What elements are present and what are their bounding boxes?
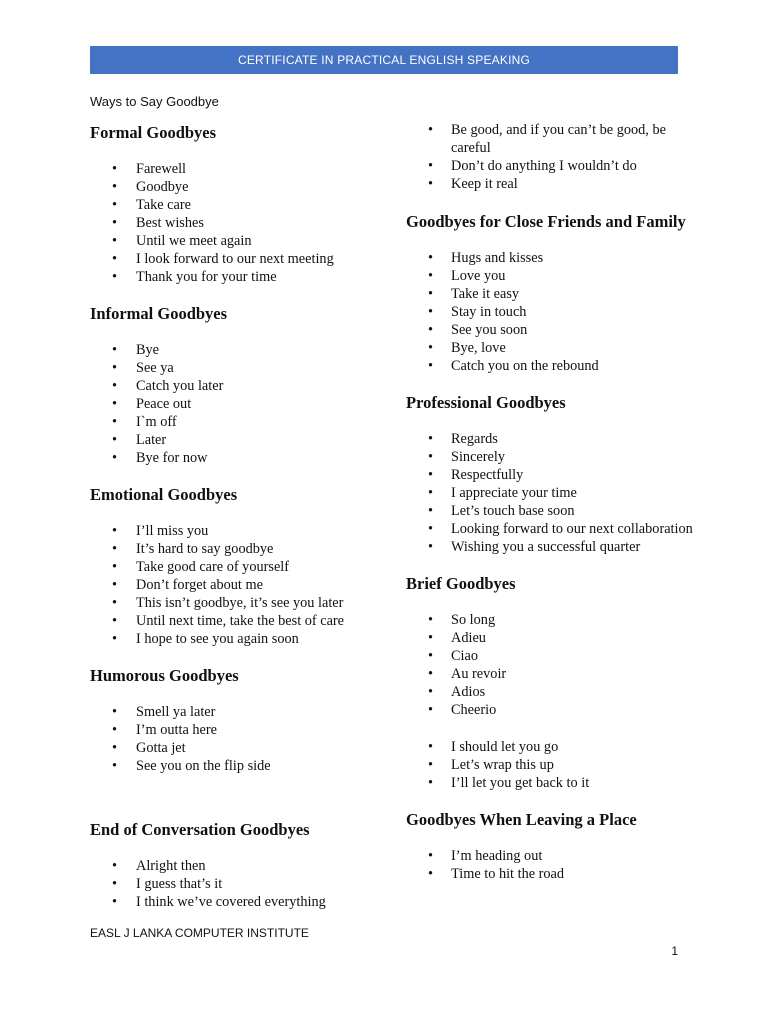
list-item: • Sincerely	[406, 448, 696, 466]
list-item: • Cheerio	[406, 701, 696, 719]
section-leaving-a-place-goodbyes	[406, 810, 696, 883]
header-banner: CERTIFICATE IN PRACTICAL ENGLISH SPEAKING	[90, 46, 678, 74]
list-item: • Take care	[90, 196, 380, 214]
goodbye-list	[90, 522, 380, 648]
list-item: • I hope to see you again soon	[90, 630, 380, 648]
list-item: • Take it easy	[406, 285, 696, 303]
list-item: • Don’t forget about me	[90, 576, 380, 594]
list-item: • Hugs and kisses	[406, 249, 696, 267]
section-title: Professional Goodbyes	[406, 393, 566, 412]
list-item: • Bye	[90, 341, 380, 359]
goodbye-list	[90, 857, 380, 911]
list-item: • It’s hard to say goodbye	[90, 540, 380, 558]
section-professional-goodbyes	[406, 393, 696, 556]
list-item: • Until we meet again	[90, 232, 380, 250]
list-item: • I’m outta here	[90, 721, 380, 739]
list-item: • Don’t do anything I wouldn’t do	[406, 157, 696, 175]
right-column	[406, 121, 696, 883]
list-item: • Ciao	[406, 647, 696, 665]
list-item: • I think we’ve covered everything	[90, 893, 380, 911]
list-item: • I`m off	[90, 413, 380, 431]
list-item: • Alright then	[90, 857, 380, 875]
goodbye-list	[90, 703, 380, 775]
goodbye-list-continued	[406, 121, 696, 193]
list-item: • Regards	[406, 430, 696, 448]
list-item: • I should let you go	[406, 738, 696, 756]
list-item: • See ya	[90, 359, 380, 377]
goodbye-list	[406, 249, 696, 375]
list-item: • See you soon	[406, 321, 696, 339]
list-item: • Wishing you a successful quarter	[406, 538, 696, 556]
list-item: • Bye, love	[406, 339, 696, 357]
goodbye-list	[90, 341, 380, 467]
list-item: • Smell ya later	[90, 703, 380, 721]
list-item: • Be good, and if you can’t be good, be careful	[406, 121, 696, 157]
list-item: • Keep it real	[406, 175, 696, 193]
section-title: Formal Goodbyes	[90, 123, 217, 142]
section-informal-goodbyes	[90, 304, 380, 467]
list-item: • So long	[406, 611, 696, 629]
section-title: Humorous Goodbyes	[90, 666, 239, 685]
page-subtitle: Ways to Say Goodbye	[90, 94, 219, 109]
list-item: • Later	[90, 431, 380, 449]
list-item: • Take good care of yourself	[90, 558, 380, 576]
list-item: • Let’s wrap this up	[406, 756, 696, 774]
section-close-friends-family-goodbyes	[406, 212, 696, 375]
list-item: • Bye for now	[90, 449, 380, 467]
list-item: • Goodbye	[90, 178, 380, 196]
list-item: • Catch you on the rebound	[406, 357, 696, 375]
section-title: Brief Goodbyes	[406, 574, 516, 593]
goodbye-list	[406, 430, 696, 556]
list-item: • I’m heading out	[406, 847, 696, 865]
list-item: • I’ll let you get back to it	[406, 774, 696, 792]
list-item: • Catch you later	[90, 377, 380, 395]
list-item: • Farewell	[90, 160, 380, 178]
list-item: • This isn’t goodbye, it’s see you later	[90, 594, 380, 612]
left-column	[90, 123, 380, 911]
goodbye-list-extra	[406, 738, 696, 792]
list-item: • Let’s touch base soon	[406, 502, 696, 520]
section-formal-goodbyes	[90, 123, 380, 286]
list-item: • Thank you for your time	[90, 268, 380, 286]
list-item: • Best wishes	[90, 214, 380, 232]
section-emotional-goodbyes	[90, 485, 380, 648]
section-title: End of Conversation Goodbyes	[90, 820, 310, 839]
list-item: • Adieu	[406, 629, 696, 647]
goodbye-list	[90, 160, 380, 286]
list-item: • Peace out	[90, 395, 380, 413]
section-humorous-goodbyes	[90, 666, 380, 775]
list-item: • Stay in touch	[406, 303, 696, 321]
list-item: • I look forward to our next meeting	[90, 250, 380, 268]
goodbye-list	[406, 847, 696, 883]
section-end-of-conversation-goodbyes	[90, 820, 380, 911]
list-item: • Au revoir	[406, 665, 696, 683]
section-title: Goodbyes for Close Friends and Family	[406, 212, 686, 231]
list-item: • I appreciate your time	[406, 484, 696, 502]
list-item: • I’ll miss you	[90, 522, 380, 540]
list-item: • I guess that’s it	[90, 875, 380, 893]
list-item: • Gotta jet	[90, 739, 380, 757]
page-number: 1	[671, 944, 678, 958]
section-title: Emotional Goodbyes	[90, 485, 238, 504]
list-item: • Time to hit the road	[406, 865, 696, 883]
list-item: • Love you	[406, 267, 696, 285]
list-item: • Respectfully	[406, 466, 696, 484]
list-item: • Looking forward to our next collaboration	[406, 520, 696, 538]
goodbye-list	[406, 611, 696, 719]
footer-institute: EASL J LANKA COMPUTER INSTITUTE	[90, 926, 309, 940]
list-item: • Adios	[406, 683, 696, 701]
section-title: Goodbyes When Leaving a Place	[406, 810, 637, 829]
section-brief-goodbyes	[406, 574, 696, 792]
list-item: • Until next time, take the best of care	[90, 612, 380, 630]
list-item: • See you on the flip side	[90, 757, 380, 775]
section-title: Informal Goodbyes	[90, 304, 228, 323]
